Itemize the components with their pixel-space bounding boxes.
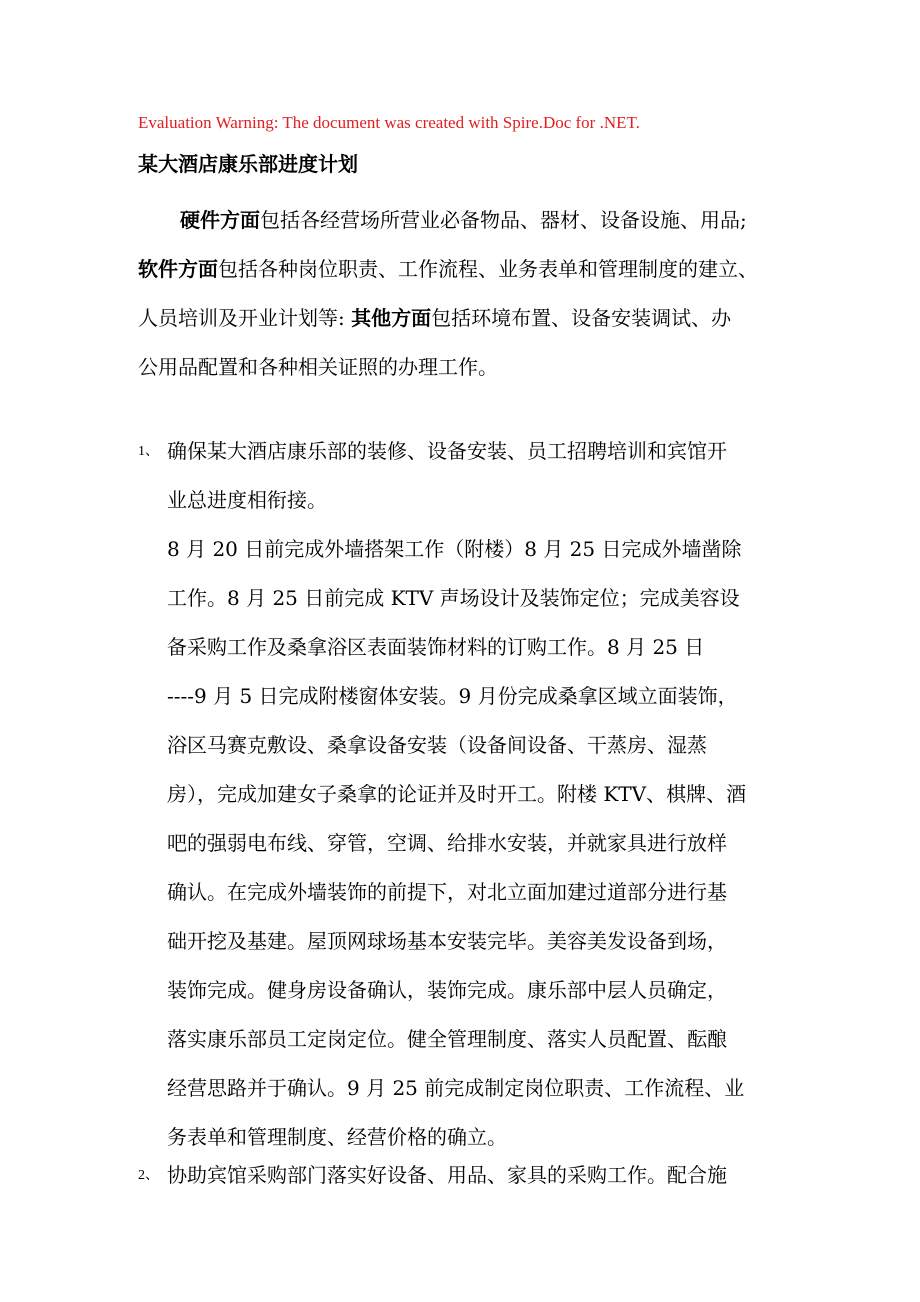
list-item-2 [138,1151,790,1200]
item-line: 装饰完成。健身房设备确认，装饰完成。康乐部中层人员确定， [167,978,727,1002]
item-line: 备采购工作及桑拿浴区表面装饰材料的订购工作。8 月 25 日 [167,635,705,659]
intro-line [138,196,790,245]
list-marker: 2、 [138,1168,159,1183]
item-line: 8 月 20 日前完成外墙搭架工作（附楼）8 月 25 日完成外墙凿除 [167,537,742,561]
list-marker: 1、 [138,444,159,459]
intro-line [138,245,790,294]
item-line: 落实康乐部员工定岗定位。健全管理制度、落实人员配置、酝酿 [167,1027,727,1051]
item-line: 础开挖及基建。屋顶网球场基本安装完毕。美容美发设备到场， [167,929,727,953]
evaluation-warning: Evaluation Warning: The document was created with Spire.Doc for .NET. [138,113,640,132]
hardware-heading: 硬件方面 [180,208,260,232]
item-line: 浴区马赛克敷设、桑拿设备安装（设备间设备、干蒸房、湿蒸 [167,733,707,757]
intro-text: 包括各经营场所营业必备物品、器材、设备设施、用品; [260,208,747,232]
list-item-body [167,427,790,1162]
item-line: 经营思路并于确认。9 月 25 前完成制定岗位职责、工作流程、业 [167,1076,745,1100]
intro-line [138,294,790,343]
item-line: 房），完成加建女子桑拿的论证并及时开工。附楼 KTV、棋牌、酒 [167,782,747,806]
list-item-body [167,1151,790,1200]
intro-text: 包括各种岗位职责、工作流程、业务表单和管理制度的建立、 [218,257,758,281]
item-line: 工作。8 月 25 日前完成 KTV 声场设计及装饰定位；完成美容设 [167,586,740,610]
intro-paragraph [138,196,790,392]
item-line: 务表单和管理制度、经营价格的确立。 [167,1125,507,1149]
item-line: 协助宾馆采购部门落实好设备、用品、家具的采购工作。配合施 [167,1163,727,1187]
software-heading: 软件方面 [138,257,218,281]
other-heading: 其他方面 [351,306,432,330]
intro-line: 公用品配置和各种相关证照的办理工作。 [138,355,498,379]
list-item-1 [138,427,790,1162]
intro-text: 包括环境布置、设备安装调试、办 [431,306,732,330]
item-line: 确认。在完成外墙装饰的前提下，对北立面加建过道部分进行基 [167,880,727,904]
item-line: 吧的强弱电布线、穿管，空调、给排水安装，并就家具进行放样 [167,831,727,855]
item-line: ----9 月 5 日完成附楼窗体安装。9 月份完成桑拿区域立面装饰， [167,684,738,708]
item-line: 确保某大酒店康乐部的装修、设备安装、员工招聘培训和宾馆开 [167,439,727,463]
intro-text: 人员培训及开业计划等: [138,306,352,330]
item-line: 业总进度相衔接。 [167,488,327,512]
document-title: 某大酒店康乐部进度计划 [138,152,358,176]
